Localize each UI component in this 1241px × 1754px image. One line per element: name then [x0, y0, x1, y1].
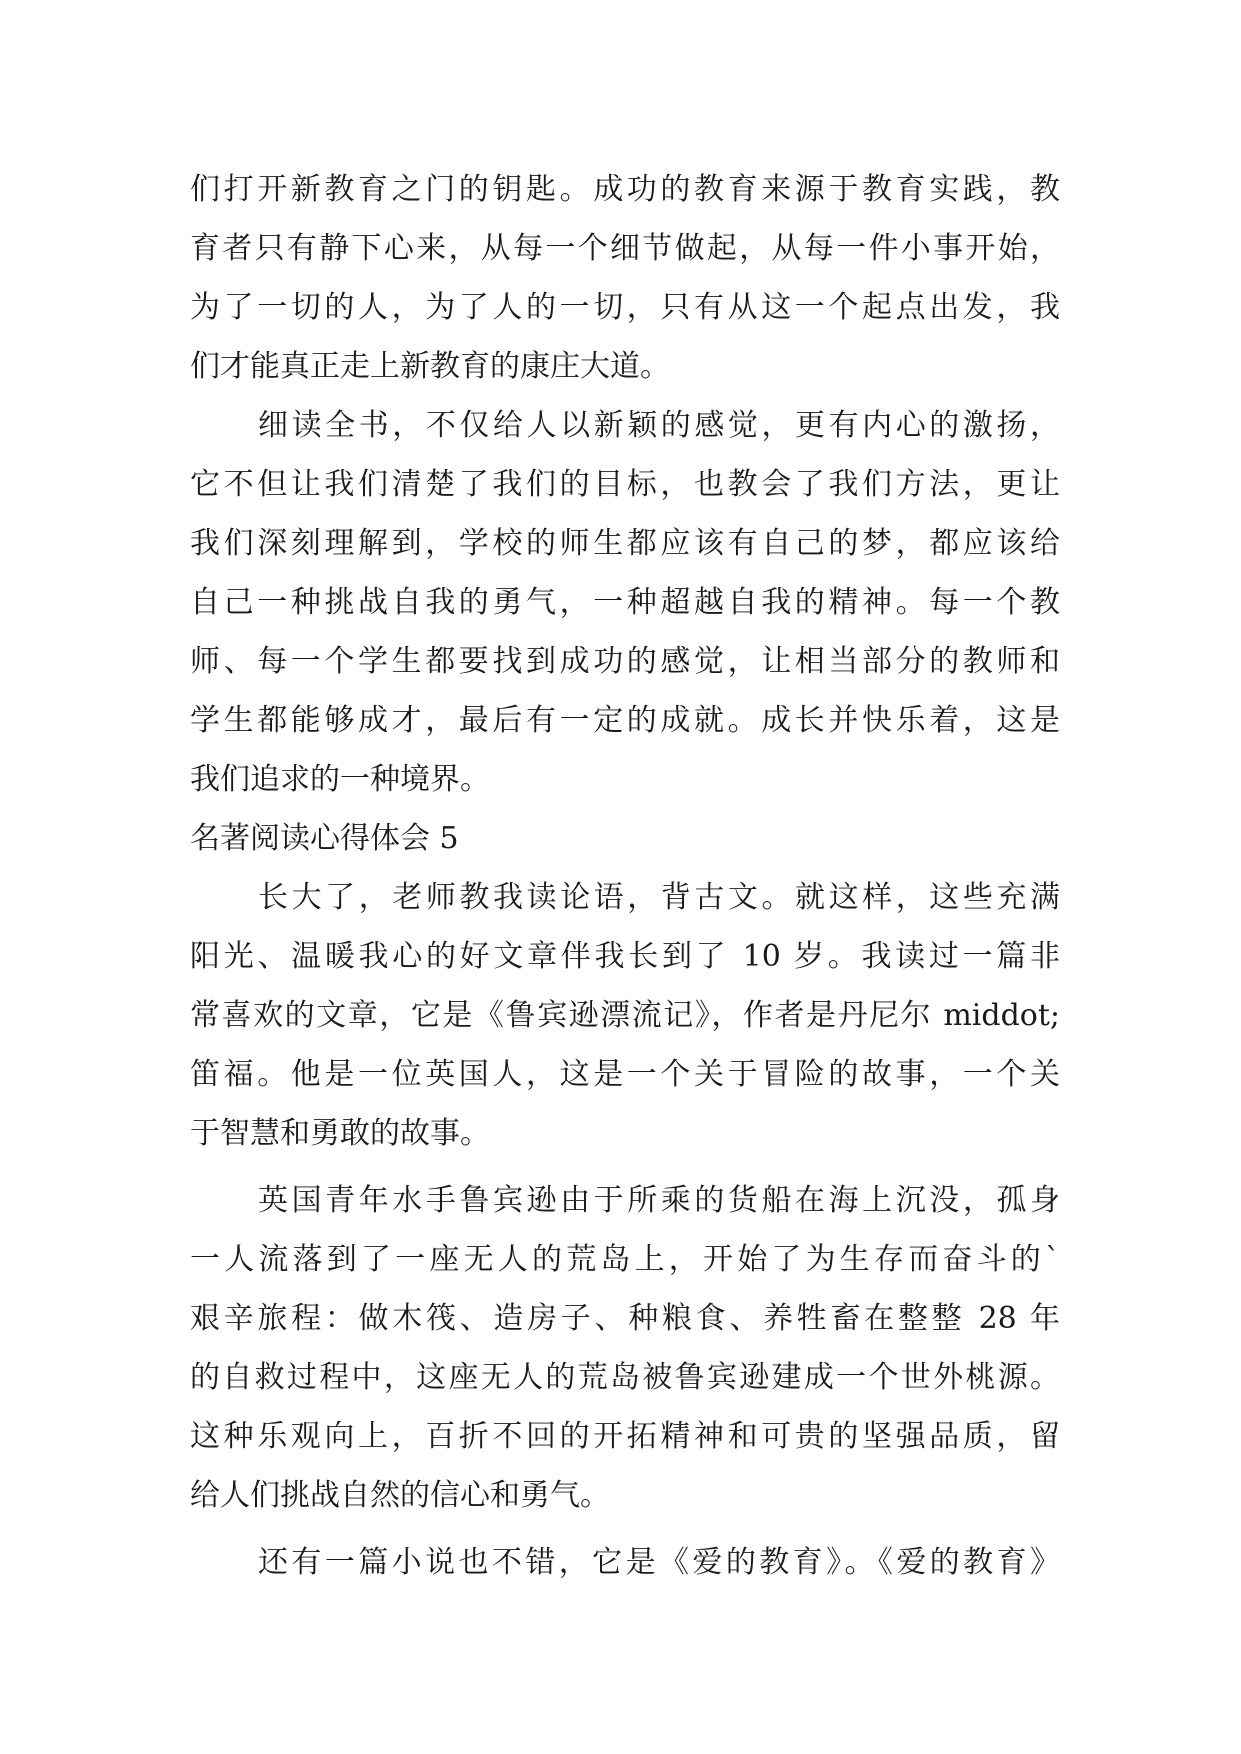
- section-heading: 名著阅读心得体会 5: [190, 821, 459, 856]
- paragraph: [190, 868, 1060, 1163]
- text-line: 给人们挑战自然的信心和勇气。: [190, 1478, 610, 1513]
- text-line: 常喜欢的文章，它是《鲁宾逊漂流记》，作者是丹尼尔 middot;: [190, 998, 1060, 1033]
- text-line: 这种乐观向上，百折不回的开拓精神和可贵的坚强品质，留: [190, 1419, 1060, 1454]
- text-line: 阳光、温暖我心的好文章伴我长到了 10 岁。我读过一篇非: [190, 939, 1060, 974]
- paragraph: [190, 1533, 1060, 1592]
- text-line: 师、每一个学生都要找到成功的感觉，让相当部分的教师和: [190, 644, 1060, 679]
- text-line: 们才能真正走上新教育的康庄大道。: [190, 349, 670, 384]
- text-line: 于智慧和勇敢的故事。: [190, 1116, 490, 1151]
- document-body: [190, 160, 1060, 1592]
- text-line: 艰辛旅程：做木筏、造房子、种粮食、养牲畜在整整 28 年: [190, 1301, 1060, 1336]
- text-line: 一人流落到了一座无人的荒岛上，开始了为生存而奋斗的`: [190, 1242, 1060, 1277]
- text-line: 英国青年水手鲁宾逊由于所乘的货船在海上沉没，孤身: [258, 1183, 1060, 1218]
- paragraph: [190, 160, 1060, 396]
- paragraph: [190, 1171, 1060, 1525]
- text-line: 们打开新教育之门的钥匙。成功的教育来源于教育实践，教: [190, 172, 1060, 207]
- text-line: 细读全书，不仅给人以新颖的感觉，更有内心的激扬，: [258, 408, 1060, 443]
- text-line: 长大了，老师教我读论语，背古文。就这样，这些充满: [258, 880, 1060, 915]
- text-line: 育者只有静下心来，从每一个细节做起，从每一件小事开始，: [190, 231, 1060, 266]
- text-line: 我们追求的一种境界。: [190, 762, 490, 797]
- text-line: 的自救过程中，这座无人的荒岛被鲁宾逊建成一个世外桃源。: [190, 1360, 1060, 1395]
- text-line: 学生都能够成才，最后有一定的成就。成长并快乐着，这是: [190, 703, 1060, 738]
- text-line: 还有一篇小说也不错，它是《爱的教育》。《爱的教育》: [258, 1545, 1060, 1580]
- text-line: 自己一种挑战自我的勇气，一种超越自我的精神。每一个教: [190, 585, 1060, 620]
- text-line: 我们深刻理解到，学校的师生都应该有自己的梦，都应该给: [190, 526, 1060, 561]
- text-line: 笛福。他是一位英国人，这是一个关于冒险的故事，一个关: [190, 1057, 1060, 1092]
- paragraph: [190, 396, 1060, 809]
- text-line: 为了一切的人，为了人的一切，只有从这一个起点出发，我: [190, 290, 1060, 325]
- text-line: 它不但让我们清楚了我们的目标，也教会了我们方法，更让: [190, 467, 1060, 502]
